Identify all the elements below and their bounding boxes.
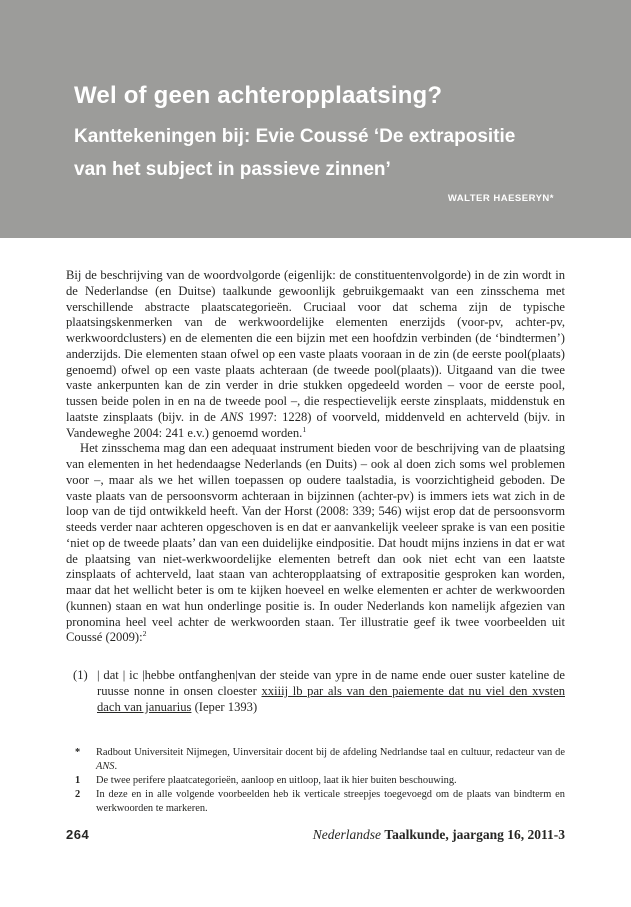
article-title: Wel of geen achteropplaatsing? bbox=[74, 82, 443, 109]
footnote-text: Radbout Universiteit Nijmegen, Uinversitair docent bij de afdeling Nedrlandse taal en cultuur, redacteur van de ANS. bbox=[96, 747, 565, 772]
footnote-marker: 1 bbox=[75, 774, 81, 786]
example-label: (1) bbox=[73, 668, 88, 682]
body-paragraph-1: Bij de beschrijving van de woordvolgorde (eigenlijk: de constituentenvolgorde) in de zin wordt in de Nederlandse (en Duitse) taalkunde gewoonlijk gebruikgemaakt van een zinsschema met verschillende abstracte plaatscategorieën. Cruciaal voor dat schema zijn de typische plaatsingskenmerken van de werkwoordelijke elementen enerzijds (voor-pv, achter-pv, werkwoordclusters) en de elementen die een bijzin met een hoofdzin verbinden (de ‘bindtermen’) anderzijds. Die elementen staan ofwel op een vaste plaats vooraan in de zin (de eerste pool(plaats) genoemd) ofwel op een vaste plaats achteraan (de tweede pool(plaats)). Uitgaand van die twee vaste ankerpunten kan de zin verder in drie stukken opgedeeld worden – voor de eerste pool, tussen beide polen in en na de tweede pool –, die respectievelijk eerste zinsplaats, middenstuk en laatste zinsplaats (bijv. in de ANS 1997: 1228) of voorveld, middenveld en achterveld (bijv. in Vandeweghe 2004: 241 e.v.) genoemd worden.$^1$ bbox=[66, 268, 565, 440]
footnote-marker: * bbox=[75, 747, 81, 758]
author-name: WALTER HAESERYN* bbox=[447, 193, 554, 204]
footnote-1 bbox=[66, 774, 565, 788]
article-subtitle-line1: Kanttekeningen bij: Evie Coussé ‘De extrapositie bbox=[74, 126, 516, 147]
example-block bbox=[66, 668, 565, 716]
footnote-text: De twee perifere plaatcategorieën, aanloop en uitloop, laat ik hier buiten beschouwing. bbox=[96, 774, 457, 786]
footnote-marker: 2 bbox=[75, 788, 81, 800]
article-subtitle-line2: van het subject in passieve zinnen’ bbox=[74, 159, 391, 180]
footnote-text: In deze en in alle volgende voorbeelden heb ik verticale streepjes toegevoegd om de plaats van bindterm en werkwoorden te markeren. bbox=[96, 788, 565, 814]
article-subtitle bbox=[74, 120, 515, 186]
footnote-affiliation bbox=[66, 746, 565, 774]
body-paragraph-2: Het zinsschema mag dan een adequaat instrument bieden voor de beschrijving van de plaatsing van elementen in het hedendaagse Nederlands (en Duits) – ook al doen zich soms wel problemen voor –, maar als we het willen toepassen op oudere taalstadia, is voorzichtigheid geboden. De vaste plaats van de persoonsvorm achteraan in bijzinnen (achter-pv) is immers iets wat zich in de loop van de tijd ontwikkeld heeft. Van der Horst (2008: 339; 546) wijst erop dat de persoonsvorm steeds verder naar achteren opgeschoven is en dat er aanvankelijk veeleer sprake is van een positie ‘niet op de tweede plaats’ dan van een duidelijke eindpositie. Dat houdt mijns inziens in dat er wat de plaatsing van niet-werkwoordelijke elementen betreft dan ook niet echt van een laatste zinsplaats of achterveld, laat staan van achteropplaatsing of extrapositie gesproken kan worden, maar dat het wellicht beter is om te kijken hoeveel en welke elementen er achter de werkwoorden (kunnen) staan en wat hun onderlinge positie is. In ouder Nederlands kon namelijk afgezien van pronomina heel veel achter de werkwoorden staan. Ter illustratie geef ik twee voorbeelden uit Coussé (2009):$^2$ bbox=[66, 441, 565, 645]
page-footer bbox=[66, 827, 565, 843]
page-number: 264 bbox=[66, 827, 90, 842]
article-header bbox=[0, 0, 631, 238]
footnotes-section bbox=[66, 746, 565, 816]
article-body bbox=[66, 268, 565, 646]
journal-name: Nederlandse Taalkunde, jaargang 16, 2011-3 bbox=[312, 827, 565, 842]
example-text: | dat | ic |hebbe ontfanghen|van der steide van ypre in de name ende ouer suster kateline de ruusse nonne in onsen cloester xxiiij lb par als van den paiemente dat nu viel den xvsten dach van januarius (Ieper 1393) bbox=[97, 668, 565, 714]
footnote-2 bbox=[66, 788, 565, 816]
